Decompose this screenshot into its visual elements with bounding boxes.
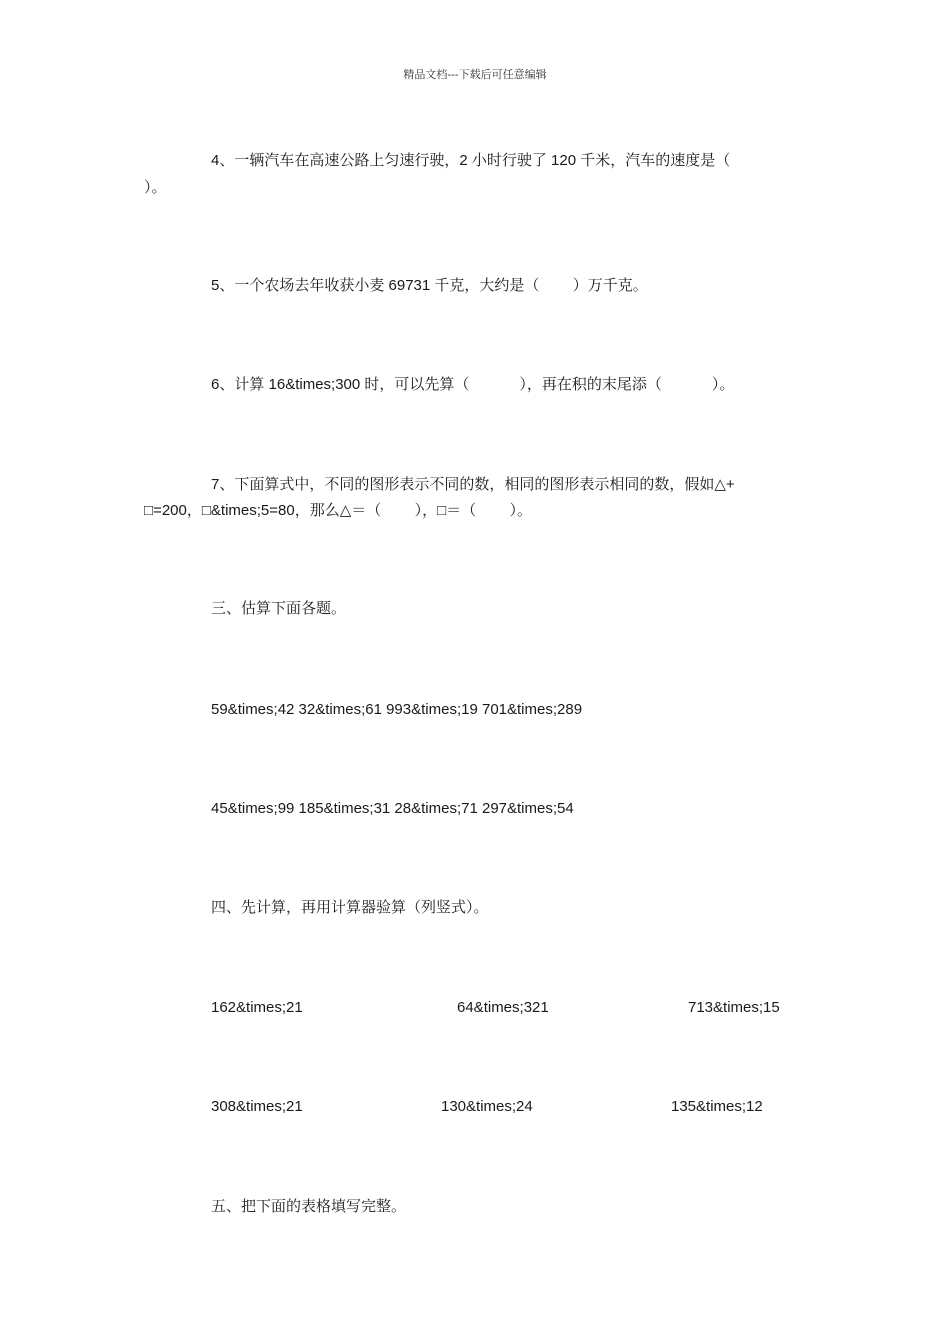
section-4-row-2-item-3: 135&times;12	[671, 1098, 763, 1115]
section-3-row-2: 45&times;99 185&times;31 28&times;71 297&times;54	[211, 800, 574, 817]
section-4-heading: 四、先计算，再用计算器验算（列竖式）。	[211, 899, 489, 916]
section-4-row-1-item-1: 162&times;21	[211, 999, 303, 1016]
section-4-row-1-item-3: 713&times;15	[688, 999, 780, 1016]
question-7-line-1: 7、下面算式中，不同的图形表示不同的数，相同的图形表示相同的数，假如△+	[211, 476, 735, 493]
question-6: 6、计算 16&times;300 时，可以先算（ ），再在积的末尾添（ ）。	[211, 376, 735, 393]
question-7-line-2: □=200，□&times;5=80，那么△＝（ ），□＝（ ）。	[144, 502, 532, 519]
question-4-line-2: ）。	[144, 179, 167, 196]
question-4-line-1: 4、一辆汽车在高速公路上匀速行驶，2 小时行驶了 120 千米，汽车的速度是（	[211, 152, 731, 169]
section-3-heading: 三、估算下面各题。	[211, 600, 347, 617]
question-5: 5、一个农场去年收获小麦 69731 千克，大约是（ ）万千克。	[211, 277, 648, 294]
section-4-row-2-item-2: 130&times;24	[441, 1098, 533, 1115]
section-5-heading: 五、把下面的表格填写完整。	[211, 1198, 407, 1215]
section-4-row-1-item-2: 64&times;321	[457, 999, 549, 1016]
section-4-row-2-item-1: 308&times;21	[211, 1098, 303, 1115]
page-header: 精品文档---下载后可任意编辑	[403, 68, 547, 81]
section-3-row-1: 59&times;42 32&times;61 993&times;19 701&times;289	[211, 701, 583, 718]
